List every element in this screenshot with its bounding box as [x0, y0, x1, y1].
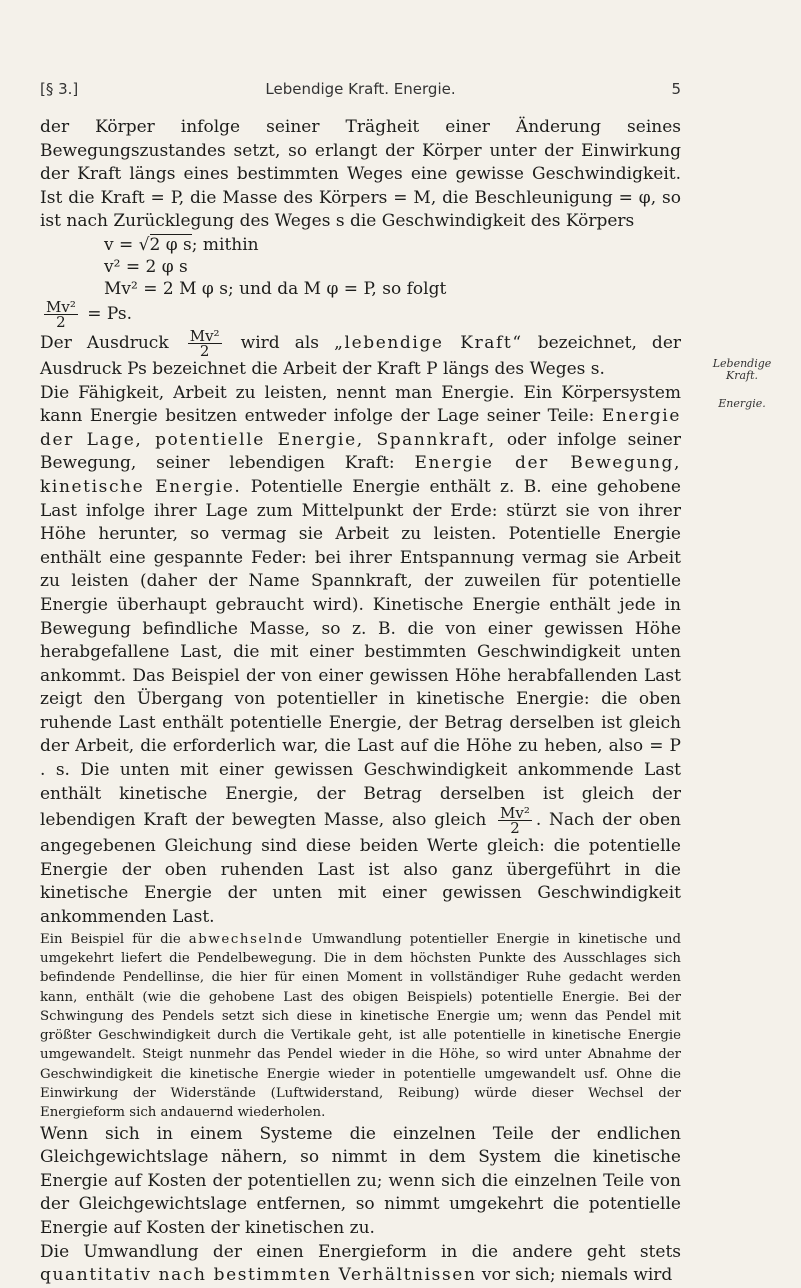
definition-energie: Die Fähigkeit, Arbeit zu leisten, nennt man Energie. [40, 382, 515, 403]
term-energie-der-lage: Energie der Lage, potentielle Energie, Spannkraft, [40, 406, 681, 450]
main-text [40, 116, 681, 1288]
margin-note-lebendige-kraft: Lebendige Kraft. [712, 357, 772, 382]
fraction-mv2-2: $\frac{\text{Mv²}}{2}$ [46, 297, 76, 331]
term-energie-der-bewegung: Energie der Bewegung, kinetische Energie. [40, 453, 681, 497]
eq-v-root: 2 φ s [149, 234, 192, 255]
fraction-mv2-2: $\frac{\text{Mv²}}{2}$ [500, 804, 530, 838]
term-quantitativ: quantitativ nach bestimmten Verhältnissen [40, 1265, 477, 1286]
eq-v-tail: ; mithin [191, 234, 259, 255]
paragraph-5: Die Umwandlung der einen Energieform in die andere geht stets quantitativ nach bestimmten Verhältnissen vor sich; niemals wird [40, 1241, 681, 1286]
equation-kinetic: $\frac{\text{Mv²}}{2}$ = Ps. [46, 297, 133, 331]
paragraph-3: Die Fähigkeit, Arbeit zu leisten, nennt man Energie. Ein Körpersystem kann Energie besitzen entweder infolge der Lage seiner Teile: Energie der Lage, potentielle Energie, Spannkraft, oder infolge seiner Bewegung, seiner lebendigen Kraft: Energie der Bewegung, kinetische Energie. Potentielle Energie enthält z. B. eine gehobene Last infolge ihrer Lage zum Mittelpunkt der Erde: stürzt sie von ihrer Höhe herunter, so vermag sie Arbeit zu leisten. Potentielle Energie enthält eine gespannte Feder: bei ihrer Entspannung vermag sie Arbeit zu leisten (daher der Name Spannkraft, der zuweilen für potentielle Energie überhaupt gebraucht wird). Kinetische Energie enthält jede in Bewegung befindliche Masse, so z. B. die von einer gewissen Höhe herabgefallene Last, die mit einer bestimmten Geschwindigkeit unten ankommt. Das Beispiel der von einer gewissen Höhe herabfallenden Last zeigt den Übergang von potentieller in kinetische Energie: die oben ruhende Last enthält potentielle Energie, der Betrag derselben ist gleich der Arbeit, die erforderlich war, die Last auf die Höhe zu heben, also = P . s. Die unten mit einer gewissen Geschwindigkeit ankommende Last enthält kinetische Energie, der Betrag derselben ist gleich der lebendigen Kraft der bewegten Masse, also gleich $\frac{\text{Mv²}}{2}$ . Nach der oben angegebenen Gleichung sind diese beiden Werte gleich: die potentielle Energie der oben ruhenden Last ist also ganz übergeführt in die kinetische Energie der unten mit einer gewissen Geschwindigkeit ankommenden Last. [40, 382, 681, 928]
equation-velocity [40, 234, 681, 256]
margin-note-energie: Energie. [718, 397, 766, 410]
paragraph-4: Wenn sich in einem Systeme die einzelnen Teile der endlichen Gleichgewichtslage nähern, so nimmt in dem System die kinetische Energie auf Kosten der potentiellen zu; wenn sich die einzelnen Teile von der Gleichgewichtslage entfernen, so nimmt umgekehrt die potentielle Energie auf Kosten der kinetischen zu. [40, 1123, 681, 1238]
equation-mv-squared: Mv² = 2 M φ s; und da M φ = P, so folgt [104, 278, 447, 299]
eq-v-lhs: v = [104, 234, 139, 255]
term-abwechselnde: abwechselnde [188, 931, 304, 947]
running-header [40, 80, 681, 106]
equation-v-squared: v² = 2 φ s [104, 256, 188, 277]
page-number: 5 [671, 80, 681, 98]
term-lebendige-kraft: „lebendige Kraft“ [334, 332, 523, 353]
fraction-mv2-2: $\frac{\text{Mv²}}{2}$ [189, 326, 220, 360]
sqrt-sign: √ [138, 234, 150, 255]
small-print-pendulum: Ein Beispiel für die abwechselnde Umwandlung potentieller Energie in kinetische und umgekehrt liefert die Pendelbewegung. Die in dem höchsten Punkte des Ausschlages sich befindende Pendellinse, die hier für einen Moment in vollständiger Ruhe gedacht werden kann, enthält (wie die gehobene Last des obigen Beispiels) potentielle Energie. Bei der Schwingung des Pendels setzt sich diese in kinetische Energie um; wenn das Pendel mit größter Geschwindigkeit durch die Vertikale geht, ist alle potentielle in kinetische Energie umgewandelt. Steigt nunmehr das Pendel wieder in die Höhe, so wird unter Abnahme der Geschwindigkeit die kinetische Energie wieder in potentielle umgewandelt usf. Ohne die Einwirkung der Widerstände (Luftwiderstand, Reibung) würde dieser Wechsel der Energieform sich andauernd wiederholen. [40, 931, 681, 1121]
running-title: Lebendige Kraft. Energie. [265, 80, 456, 98]
paragraph-2: Der Ausdruck $\frac{\text{Mv²}}{2}$ wird als „lebendige Kraft“ bezeichnet, der Ausdruck Ps bezeichnet die Arbeit der Kraft P längs des Weges s. [40, 326, 681, 379]
section-marker: [§ 3.] [40, 80, 79, 98]
paragraph-1: der Körper infolge seiner Trägheit einer Änderung seines Bewegungszustandes setzt, so erlangt der Körper unter der Einwirkung der Kraft längs eines bestimmten Weges eine gewisse Geschwindigkeit. Ist die Kraft = P, die Masse des Körpers = M, die Beschleunigung = φ, so ist nach Zurücklegung des Weges s die Geschwindigkeit des Körpers [40, 117, 681, 232]
